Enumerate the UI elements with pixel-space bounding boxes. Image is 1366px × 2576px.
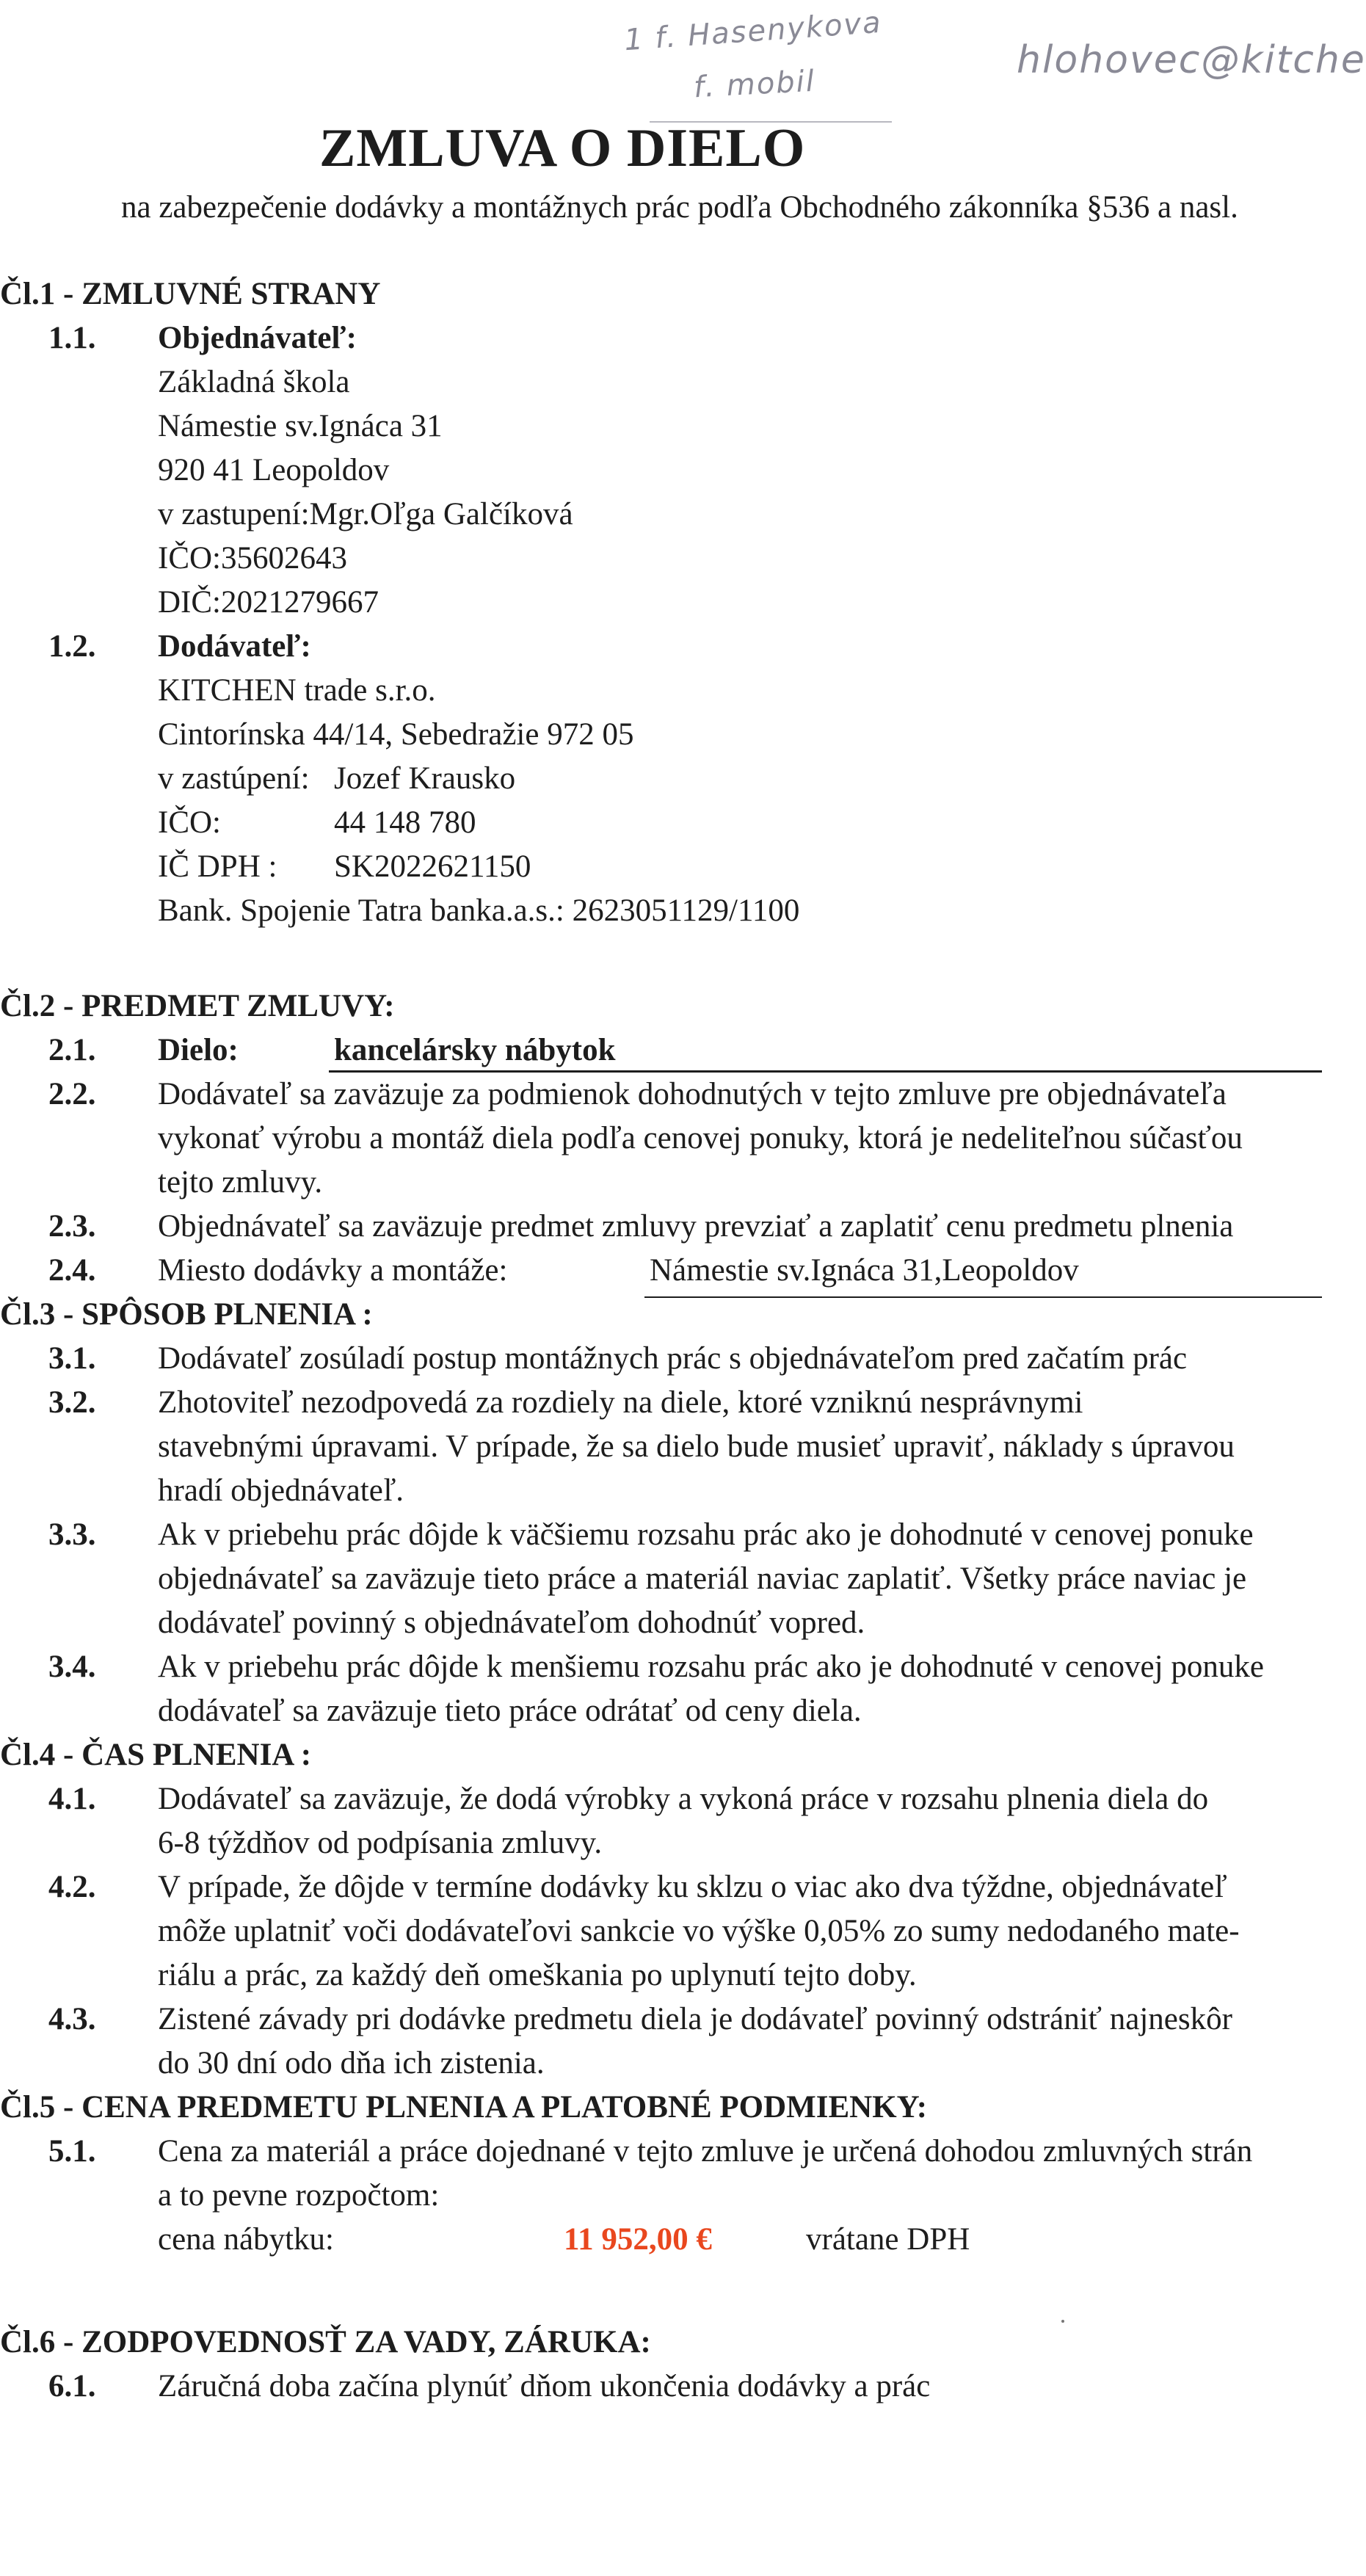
handwritten-note: 1 f. Hasenykova [622,5,884,58]
supplier-rep-label: v zastúpení: [158,761,310,796]
orderer-line: DIČ:2021279667 [158,585,379,620]
scan-speck [1061,2320,1064,2323]
clause-text: dodávateľ povinný s objednávateľom dohodnúť vopred. [158,1606,865,1640]
place-value: Námestie sv.Ignáca 31,Leopoldov [650,1253,1079,1288]
orderer-line: IČO:35602643 [158,541,347,576]
document-title: ZMLUVA O DIELO [319,118,806,178]
orderer-line: v zastupení:Mgr.Oľga Galčíková [158,497,573,531]
clause-text: objednávateľ sa zaväzuje tieto práce a materiál naviac zaplatiť. Všetky práce naviac je [158,1561,1247,1596]
clause-text: tejto zmluvy. [158,1165,323,1200]
supplier-bank: Bank. Spojenie Tatra banka.a.s.: 2623051129/1100 [158,893,800,928]
clause-text: Ak v priebehu prác dôjde k väčšiemu rozsahu prác ako je dohodnuté v cenovej ponuke [158,1517,1254,1552]
clause-text: môže uplatniť voči dodávateľovi sankcie vo výške 0,05% zo sumy nedodaného mate- [158,1914,1240,1948]
clause-number: 3.1. [48,1341,96,1376]
supplier-ico-value: 44 148 780 [334,805,476,840]
supplier-ico-label: IČO: [158,805,221,840]
clause-text: Záručná doba začína plynúť dňom ukončenia dodávky a prác [158,2369,931,2403]
clause-number: 4.1. [48,1782,96,1816]
clause-number: 3.4. [48,1650,96,1684]
clause-number: 1.1. [48,321,96,355]
clause-number: 3.3. [48,1517,96,1552]
clause-text: Dodávateľ sa zaväzuje, že dodá výrobky a vykoná práce v rozsahu plnenia diela do [158,1782,1209,1816]
supplier-icdph-value: SK2022621150 [334,849,531,884]
section-heading-6: Čl.6 - ZODPOVEDNOSŤ ZA VADY, ZÁRUKA: [0,2325,651,2359]
orderer-line: Námestie sv.Ignáca 31 [158,409,443,443]
clause-number: 4.3. [48,2002,96,2036]
clause-text: vykonať výrobu a montáž diela podľa cenovej ponuky, ktorá je nedeliteľnou súčasťou [158,1121,1243,1155]
section-heading-4: Čl.4 - ČAS PLNENIA : [0,1738,312,1772]
place-underline [644,1296,1322,1298]
orderer-line: Základná škola [158,365,350,399]
orderer-label: Objednávateľ: [158,321,357,355]
section-heading-3: Čl.3 - SPÔSOB PLNENIA : [0,1297,373,1332]
supplier-company: KITCHEN trade s.r.o. [158,673,436,708]
price-value: 11 952,00 € [564,2222,712,2257]
clause-text: Objednávateľ sa zaväzuje predmet zmluvy prevziať a zaplatiť cenu predmetu plnenia [158,1209,1234,1244]
supplier-address: Cintorínska 44/14, Sebedražie 972 05 [158,717,634,752]
work-label: Dielo: [158,1033,239,1067]
clause-text: Ak v priebehu prác dôjde k menšiemu rozsahu prác ako je dohodnuté v cenovej ponuke [158,1650,1264,1684]
supplier-icdph-label: IČ DPH : [158,849,277,884]
clause-text: riálu a prác, za každý deň omeškania po uplynutí tejto doby. [158,1958,917,1992]
clause-number: 1.2. [48,629,96,664]
handwritten-email: hlohovec@kitche [1017,38,1366,82]
clause-text: Zistené závady pri dodávke predmetu diela je dodávateľ povinný odstrániť najneskôr [158,2002,1232,2036]
work-underline [329,1070,1322,1073]
supplier-rep-value: Jozef Krausko [334,761,516,796]
section-heading-2: Čl.2 - PREDMET ZMLUVY: [0,989,395,1023]
clause-number: 5.1. [48,2134,96,2169]
clause-text: dodávateľ sa zaväzuje tieto práce odrátať od ceny diela. [158,1694,862,1728]
clause-number: 6.1. [48,2369,96,2403]
clause-number: 2.3. [48,1209,96,1244]
price-note: vrátane DPH [806,2222,970,2257]
clause-text: a to pevne rozpočtom: [158,2178,440,2213]
section-heading-5: Čl.5 - CENA PREDMETU PLNENIA A PLATOBNÉ PODMIENKY: [0,2090,928,2125]
place-label: Miesto dodávky a montáže: [158,1253,508,1288]
clause-text: stavebnými úpravami. V prípade, že sa dielo bude musieť upraviť, náklady s úpravou [158,1429,1235,1464]
orderer-line: 920 41 Leopoldov [158,453,390,487]
clause-number: 3.2. [48,1385,96,1420]
clause-number: 4.2. [48,1870,96,1904]
clause-number: 2.2. [48,1077,96,1111]
clause-text: V prípade, že dôjde v termíne dodávky ku sklzu o viac ako dva týždne, objednávateľ [158,1870,1227,1904]
clause-number: 2.1. [48,1033,96,1067]
clause-text: Cena za materiál a práce dojednané v tejto zmluve je určená dohodou zmluvných strán [158,2134,1253,2169]
work-value: kancelársky nábytok [334,1033,616,1067]
clause-text: Zhotoviteľ nezodpovedá za rozdiely na diele, ktoré vzniknú nesprávnymi [158,1385,1083,1420]
clause-text: Dodávateľ zosúladí postup montážnych prác s objednávateľom pred začatím prác [158,1341,1188,1376]
clause-text: Dodávateľ sa zaväzuje za podmienok dohodnutých v tejto zmluve pre objednávateľa [158,1077,1227,1111]
clause-text: 6-8 týždňov od podpísania zmluvy. [158,1826,603,1860]
handwritten-note-mobile: f. mobil [692,64,816,105]
clause-text: do 30 dní odo dňa ich zistenia. [158,2046,545,2080]
price-label: cena nábytku: [158,2222,334,2257]
document-subtitle: na zabezpečenie dodávky a montážnych prác podľa Obchodného zákonníka §536 a nasl. [121,190,1238,225]
section-heading-1: Čl.1 - ZMLUVNÉ STRANY [0,277,381,311]
clause-text: hradí objednávateľ. [158,1473,404,1508]
supplier-label: Dodávateľ: [158,629,311,664]
clause-number: 2.4. [48,1253,96,1288]
